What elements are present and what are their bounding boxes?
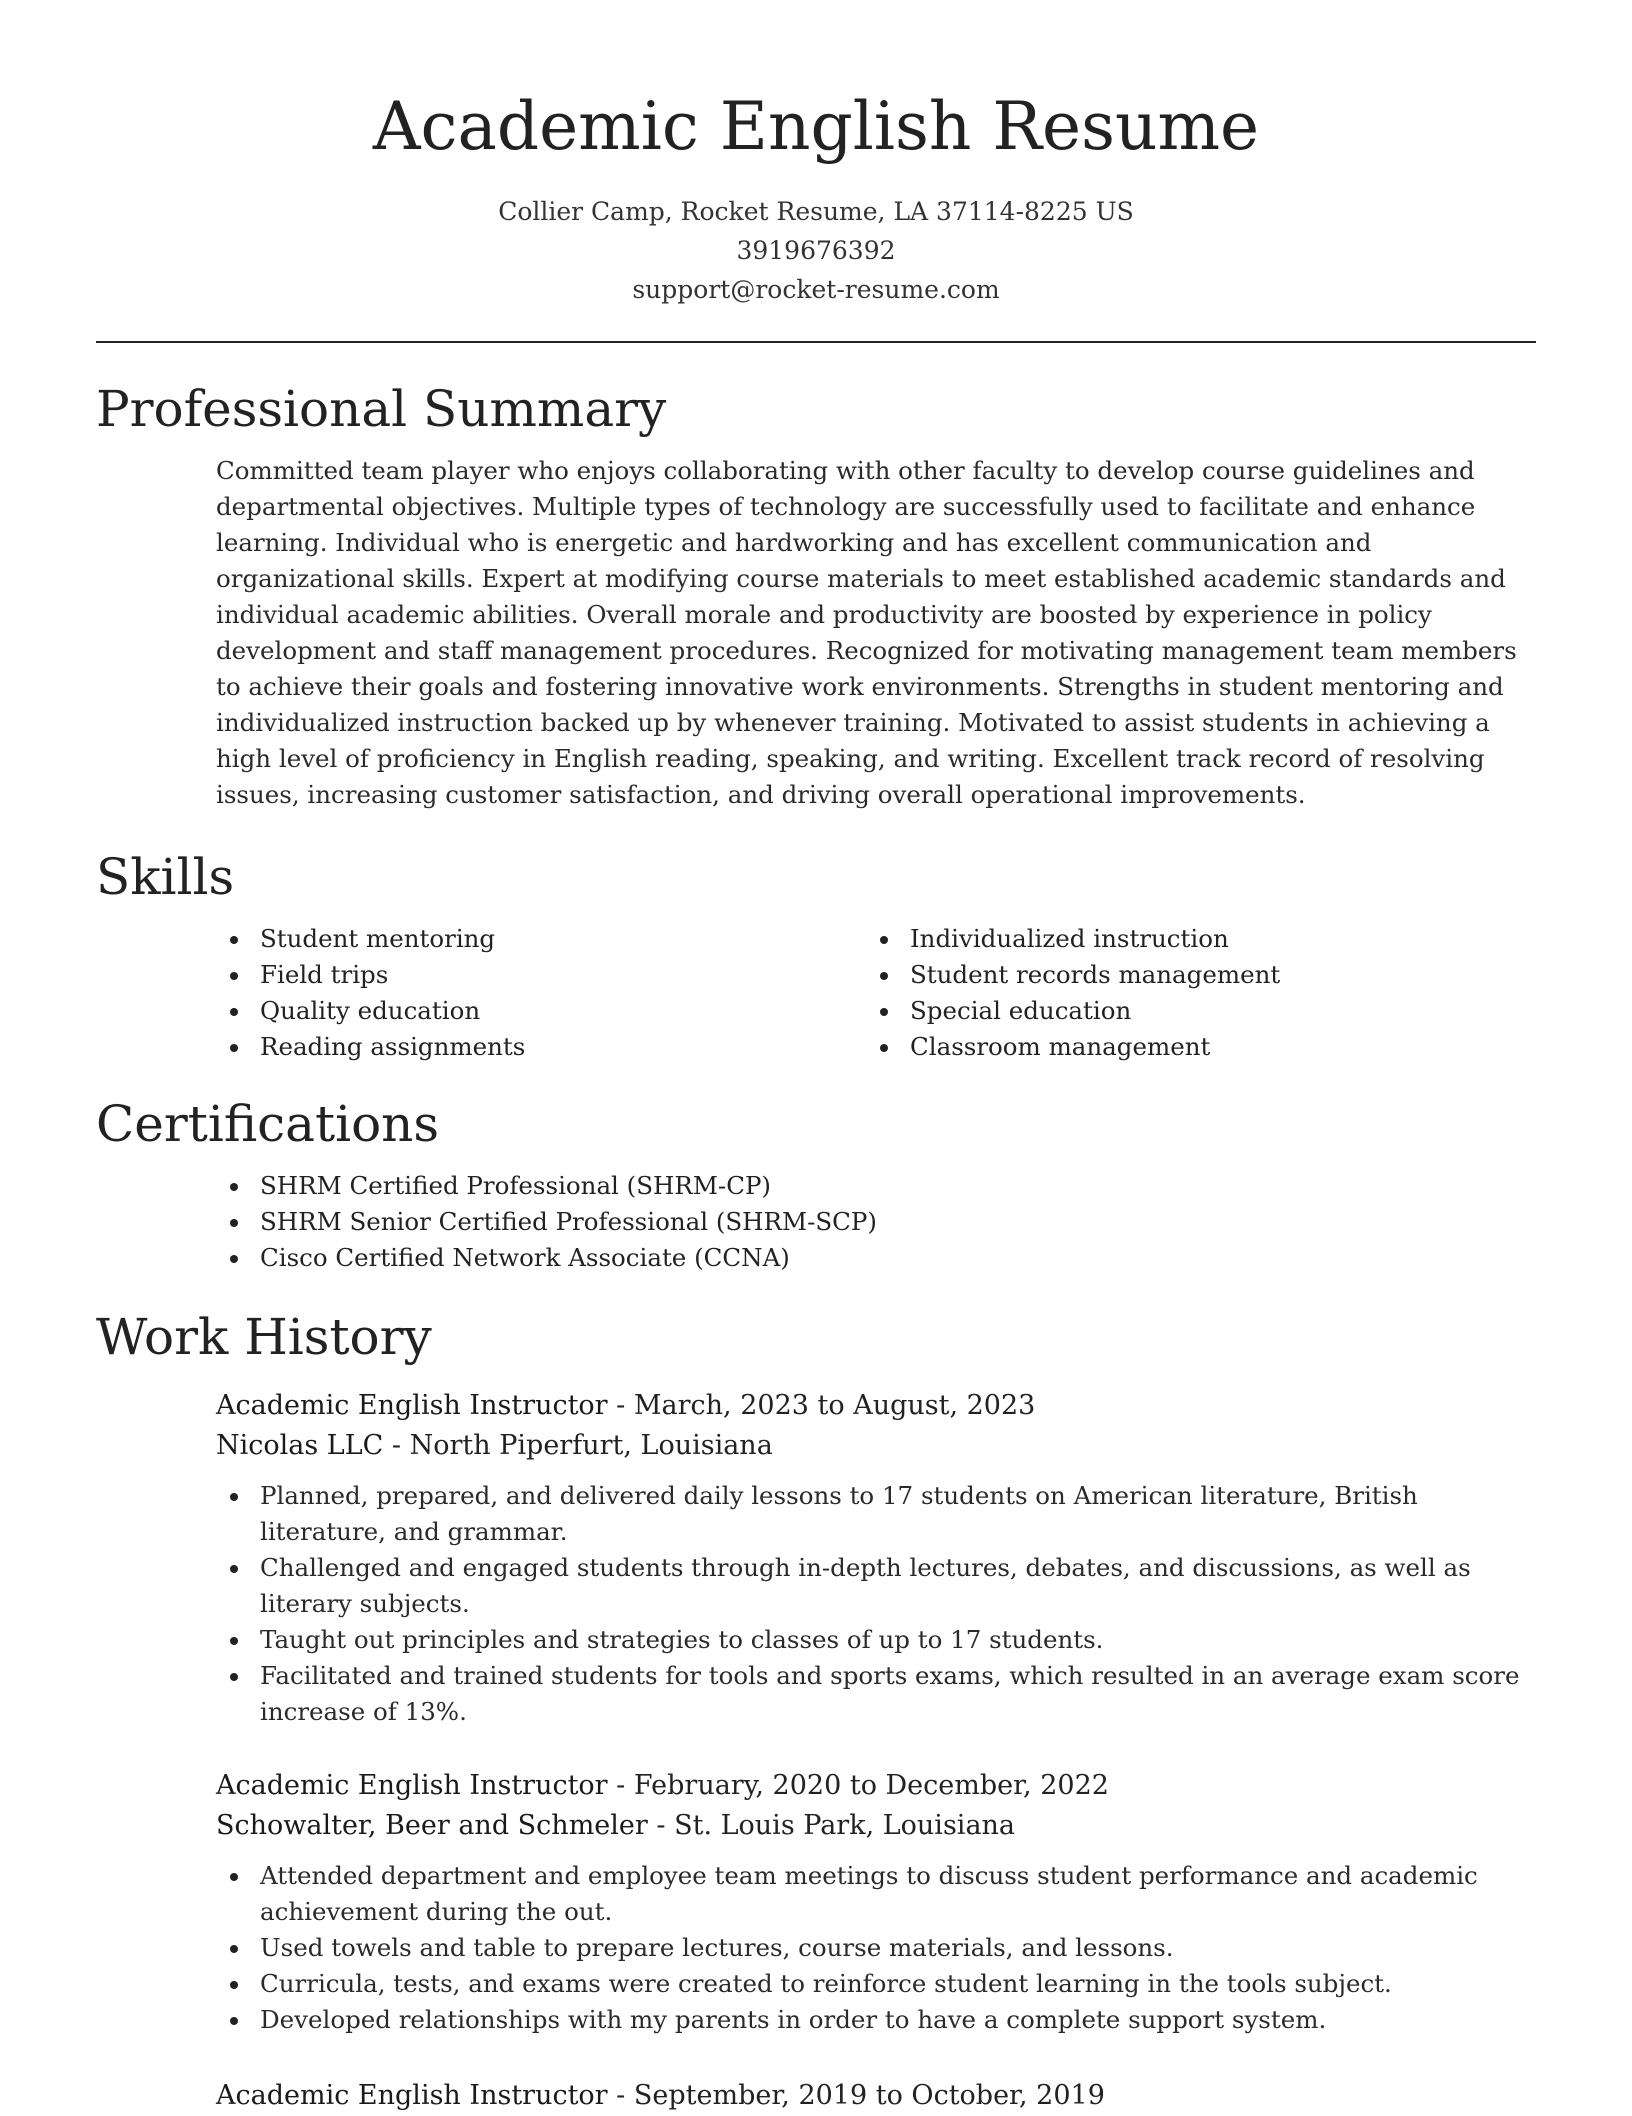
- skill-item: Classroom management: [866, 1029, 1516, 1065]
- work-history-section: [96, 1305, 1536, 1369]
- skill-item: Quality education: [216, 993, 866, 1029]
- job-title-line: [216, 1766, 1536, 1806]
- job-role: Academic English Instructor: [216, 1770, 608, 1801]
- job-bullet: Facilitated and trained students for tools and sports exams, which resulted in an average exam score increase of 13%.: [216, 1658, 1536, 1730]
- job-separator: -: [607, 2080, 634, 2111]
- job-separator: -: [647, 1810, 675, 1841]
- job-bullet: Used towels and table to prepare lectures, course materials, and lessons.: [216, 1930, 1536, 1966]
- certification-item: SHRM Senior Certified Professional (SHRM-SCP): [216, 1204, 1536, 1240]
- skill-item: Reading assignments: [216, 1029, 866, 1065]
- skill-item: Field trips: [216, 957, 866, 993]
- job-bullet: Curricula, tests, and exams were created to reinforce student learning in the tools subject.: [216, 1966, 1536, 2002]
- job-bullet: Developed relationships with my parents in order to have a complete support system.: [216, 2002, 1536, 2038]
- job-details: [216, 1766, 1536, 2038]
- job-company: Schowalter, Beer and Schmeler: [216, 1810, 648, 1841]
- skills-title: Skills: [96, 848, 235, 906]
- job-entry: [96, 1386, 1536, 1730]
- skills-column-left: [216, 921, 866, 1065]
- resume-name: Academic English Resume: [372, 88, 1260, 165]
- skills-column-right: [866, 921, 1516, 1065]
- job-location: North Piperfurt, Louisiana: [409, 1430, 773, 1461]
- job-separator: -: [607, 1770, 634, 1801]
- job-bullet: Taught out principles and strategies to classes of up to 17 students.: [216, 1622, 1536, 1658]
- job-dates: March, 2023 to August, 2023: [633, 1390, 1036, 1421]
- header-divider: [96, 341, 1536, 343]
- skill-item: Special education: [866, 993, 1516, 1029]
- job-bullets: [216, 1478, 1536, 1730]
- certification-item: SHRM Certified Professional (SHRM-CP): [216, 1168, 1536, 1204]
- skill-item: Student mentoring: [216, 921, 866, 957]
- job-title-line: [216, 1386, 1536, 1426]
- resume-header: [0, 0, 1632, 309]
- job-entry: [96, 2076, 1536, 2116]
- job-separator: -: [607, 1390, 634, 1421]
- skills-grid: [216, 921, 1536, 1065]
- contact-phone: 3919676392: [736, 236, 896, 265]
- job-location: St. Louis Park, Louisiana: [674, 1810, 1016, 1841]
- job-title-line: [216, 2076, 1536, 2116]
- job-bullet: Challenged and engaged students through in-depth lectures, debates, and discussions, as well as literary subjects.: [216, 1550, 1536, 1622]
- work-history-title: Work History: [96, 1308, 432, 1366]
- certifications-section: [96, 1092, 1536, 1276]
- certifications-list: [216, 1168, 1536, 1276]
- skill-item: Student records management: [866, 957, 1516, 993]
- job-details: [216, 2076, 1536, 2116]
- job-entry: [96, 1766, 1536, 2038]
- summary-text: Committed team player who enjoys collaborating with other faculty to develop course guidelines and departmental objectives. Multiple types of technology are successfully used to facilitate and enhance learning. Individual who is energetic and hardworking and has excellent communication and organizational skills. Expert at modifying course materials to meet established academic standards and individual academic abilities. Overall morale and productivity are boosted by experience in policy development and staff management procedures. Recognized for motivating management team members to achieve their goals and fostering innovative work environments. Strengths in student mentoring and individualized instruction backed up by whenever training. Motivated to assist students in achieving a high level of proficiency in English reading, speaking, and writing. Excellent track record of resolving issues, increasing customer satisfaction, and driving overall operational improvements.: [216, 456, 1517, 809]
- job-role: Academic English Instructor: [216, 1390, 608, 1421]
- certifications-title: Certifications: [96, 1095, 440, 1153]
- job-bullets: [216, 1858, 1536, 2038]
- job-company: Nicolas LLC: [216, 1430, 384, 1461]
- skills-section: [96, 845, 1536, 1065]
- job-company-line: [216, 1426, 1536, 1466]
- contact-address: Collier Camp, Rocket Resume, LA 37114-8225 US: [498, 197, 1134, 226]
- summary-title: Professional Summary: [96, 380, 667, 438]
- job-bullet: Planned, prepared, and delivered daily lessons to 17 students on American literature, British literature, and grammar.: [216, 1478, 1536, 1550]
- job-role: Academic English Instructor: [216, 2080, 608, 2111]
- job-dates: September, 2019 to October, 2019: [633, 2080, 1105, 2111]
- job-details: [216, 1386, 1536, 1730]
- job-dates: February, 2020 to December, 2022: [633, 1770, 1109, 1801]
- summary-section: [96, 377, 1536, 813]
- job-company-line: [216, 1806, 1536, 1846]
- contact-info: [0, 192, 1632, 309]
- contact-email: support@rocket-resume.com: [632, 275, 1000, 304]
- job-bullet: Attended department and employee team meetings to discuss student performance and academic achievement during the out.: [216, 1858, 1536, 1930]
- certification-item: Cisco Certified Network Associate (CCNA): [216, 1240, 1536, 1276]
- skill-item: Individualized instruction: [866, 921, 1516, 957]
- job-separator: -: [383, 1430, 410, 1461]
